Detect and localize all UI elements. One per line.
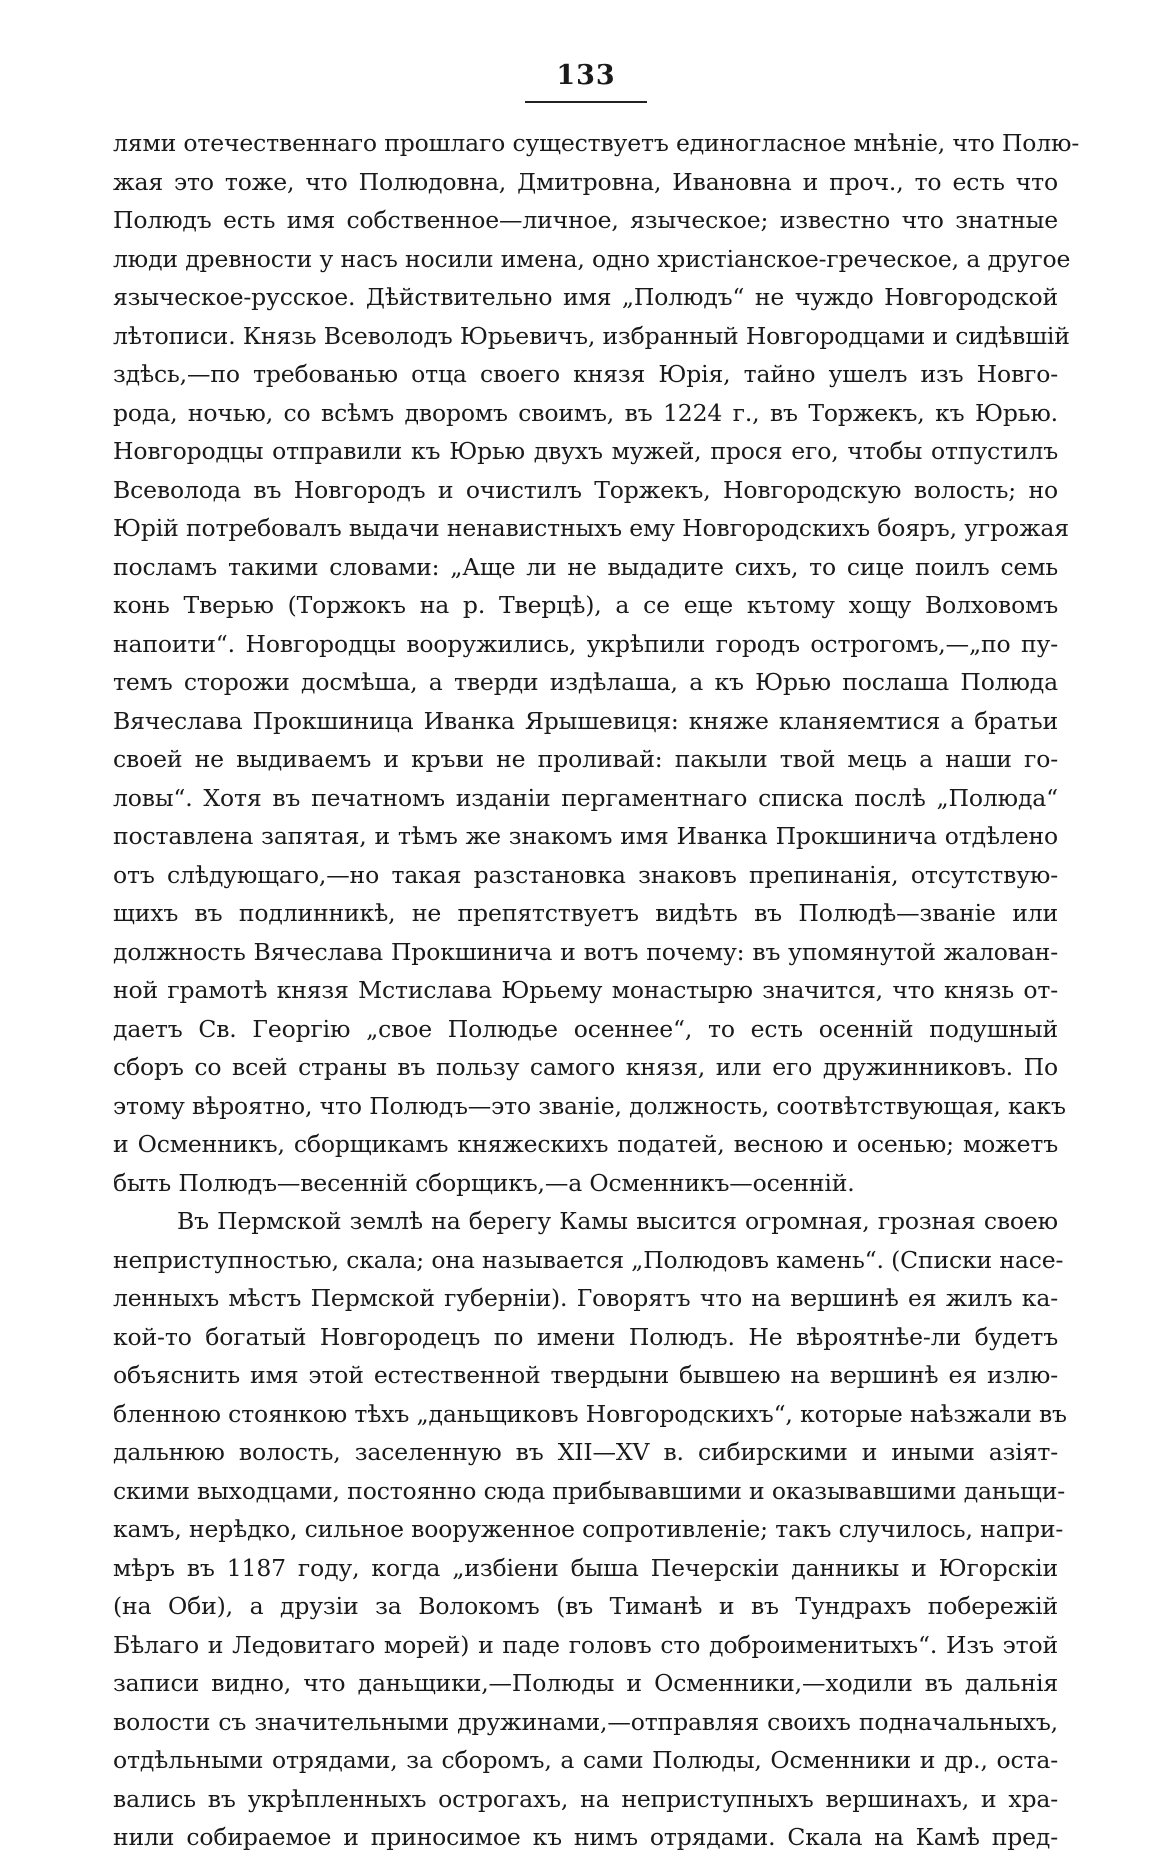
text-line: Новгородцы отправили къ Юрью двухъ мужей, прося его, чтобы отпустилъ: [113, 437, 1058, 465]
text-line: волости съ значительными дружинами,—отправляя своихъ подначальныхъ,: [113, 1707, 1058, 1736]
text-line: щихъ въ подлинникѣ, не препятствуетъ видѣть въ Полюдѣ—званіе или: [113, 899, 1058, 927]
text-line: поставлена запятая, и тѣмъ же знакомъ имя Иванка Прокшинича отдѣлено: [113, 822, 1058, 850]
text-line: мѣръ въ 1187 году, когда „избіени быша Печерскіи данникы и Югорскіи: [113, 1553, 1058, 1582]
text-line: скими выходцами, постоянно сюда прибывавшими и оказывавшими даньщи-: [113, 1476, 1066, 1505]
text-line: даетъ Св. Георгію „свое Полюдье осеннее“, то есть осенній подушный: [113, 1014, 1058, 1043]
text-line: ной грамотѣ князя Мстислава Юрьему монастырю значится, что князь от-: [113, 976, 1058, 1004]
text-line: напоити“. Новгородцы вооружились, укрѣпили городъ острогомъ,—„по пу-: [113, 629, 1058, 658]
text-line: Полюдъ есть имя собственное—личное, языческое; известно что знатные: [113, 206, 1058, 234]
text-line: конь Тверью (Торжокъ на р. Тверцѣ), а се еще кътому хощу Волховомъ: [113, 591, 1058, 619]
text-line: посламъ такими словами: „Аще ли не выдадите сихъ, то сице поилъ семь: [113, 552, 1058, 581]
text-line: и Осменникъ, сборщикамъ княжескихъ податей, весною и осенью; можетъ: [113, 1130, 1058, 1158]
text-line: вались въ укрѣпленныхъ острогахъ, на неприступныхъ вершинахъ, и хра-: [113, 1784, 1058, 1813]
text-line: ловы“. Хотя въ печатномъ изданіи пергаментнаго списка послѣ „Полюда“: [113, 783, 1058, 812]
text-line: ленныхъ мѣстъ Пермской губерніи). Говорятъ что на вершинѣ ея жилъ ка-: [113, 1284, 1058, 1312]
body-text: [113, 124, 1080, 1857]
paragraph-1: [113, 124, 1080, 1202]
text-line: объяснить имя этой естественной твердыни бывшею на вершинѣ ея излю-: [113, 1361, 1058, 1389]
text-line: лѣтописи. Князь Всеволодъ Юрьевичъ, избранный Новгородцами и сидѣвшій: [113, 321, 1070, 350]
text-line: темъ сторожи досмѣша, а тверди издѣлаша, а къ Юрью послаша Полюда: [113, 668, 1058, 696]
text-line: Бѣлаго и Ледовитаго морей) и паде головъ сто доброименитыхъ“. Изъ этой: [113, 1630, 1058, 1659]
text-line: жая это тоже, что Полюдовна, Дмитровна, Ивановна и проч., то есть что: [113, 167, 1058, 196]
text-line: языческое-русское. Дѣйствительно имя „Полюдъ“ не чуждо Новгородской: [113, 283, 1058, 311]
text-line: дальнюю волость, заселенную въ XII—XV в. сибирскими и иными азіят-: [113, 1438, 1058, 1466]
text-line: Вячеслава Прокшиница Иванка Ярышевиця: княже кланяемтися а братьи: [113, 706, 1058, 735]
text-line: здѣсь,—по требованью отца своего князя Юрія, тайно ушелъ изъ Новго-: [113, 360, 1058, 388]
page-number-rule: [525, 101, 647, 103]
text-line: неприступностью, скала; она называется „Полюдовъ камень“. (Списки насе-: [113, 1245, 1064, 1274]
page-number: 133: [556, 60, 616, 91]
text-line: нили собираемое и приносимое къ нимъ отрядами. Скала на Камѣ пред-: [113, 1823, 1058, 1851]
text-line: этому вѣроятно, что Полюдъ—это званіе, должность, соотвѣтствующая, какъ: [113, 1091, 1066, 1120]
text-line: сборъ со всей страны въ пользу самого князя, или его дружинниковъ. По: [113, 1053, 1058, 1081]
text-line: лями отечественнаго прошлаго существуетъ единогласное мнѣніе, что Полю-: [113, 129, 1080, 157]
text-line: кой-то богатый Новгородецъ по имени Полюдъ. Не вѣроятнѣе-ли будетъ: [113, 1322, 1058, 1351]
text-line: бленною стоянкою тѣхъ „даньщиковъ Новгородскихъ“, которые наѣзжали въ: [113, 1399, 1067, 1428]
text-line: Въ Пермской землѣ на берегу Камы высится огромная, грозная своею: [177, 1207, 1058, 1235]
text-line: должность Вячеслава Прокшинича и вотъ почему: въ упомянутой жалован-: [113, 937, 1058, 966]
text-line: отъ слѣдующаго,—но такая разстановка знаковъ препинанія, отсутствую-: [113, 860, 1058, 889]
text-line: отдѣльными отрядами, за сборомъ, а сами Полюды, Осменники и др., оста-: [113, 1746, 1058, 1774]
text-line: быть Полюдъ—весенній сборщикъ,—а Осменникъ—осенній.: [113, 1168, 855, 1197]
text-line: записи видно, что даньщики,—Полюды и Осменники,—ходили въ дальнія: [113, 1669, 1058, 1697]
text-line: люди древности у насъ носили имена, одно христіанское-греческое, а другое: [113, 244, 1071, 273]
text-line: Всеволода въ Новгородъ и очистилъ Торжекъ, Новгородскую волость; но: [113, 475, 1058, 504]
text-line: Юрій потребовалъ выдачи ненавистныхъ ему Новгородскихъ бояръ, угрожая: [113, 514, 1069, 542]
text-line: своей не выдиваемъ и кръви не проливай: пакыли твой мець а наши го-: [113, 745, 1058, 773]
paragraph-2: [113, 1202, 1067, 1857]
text-line: камъ, нерѣдко, сильное вооруженное сопротивленіе; такъ случилось, напри-: [113, 1515, 1064, 1543]
text-line: рода, ночью, со всѣмъ дворомъ своимъ, въ 1224 г., въ Торжекъ, къ Юрью.: [113, 398, 1058, 427]
text-line: (на Оби), а друзіи за Волокомъ (въ Тиманѣ и въ Тундрахъ побережій: [113, 1592, 1058, 1620]
